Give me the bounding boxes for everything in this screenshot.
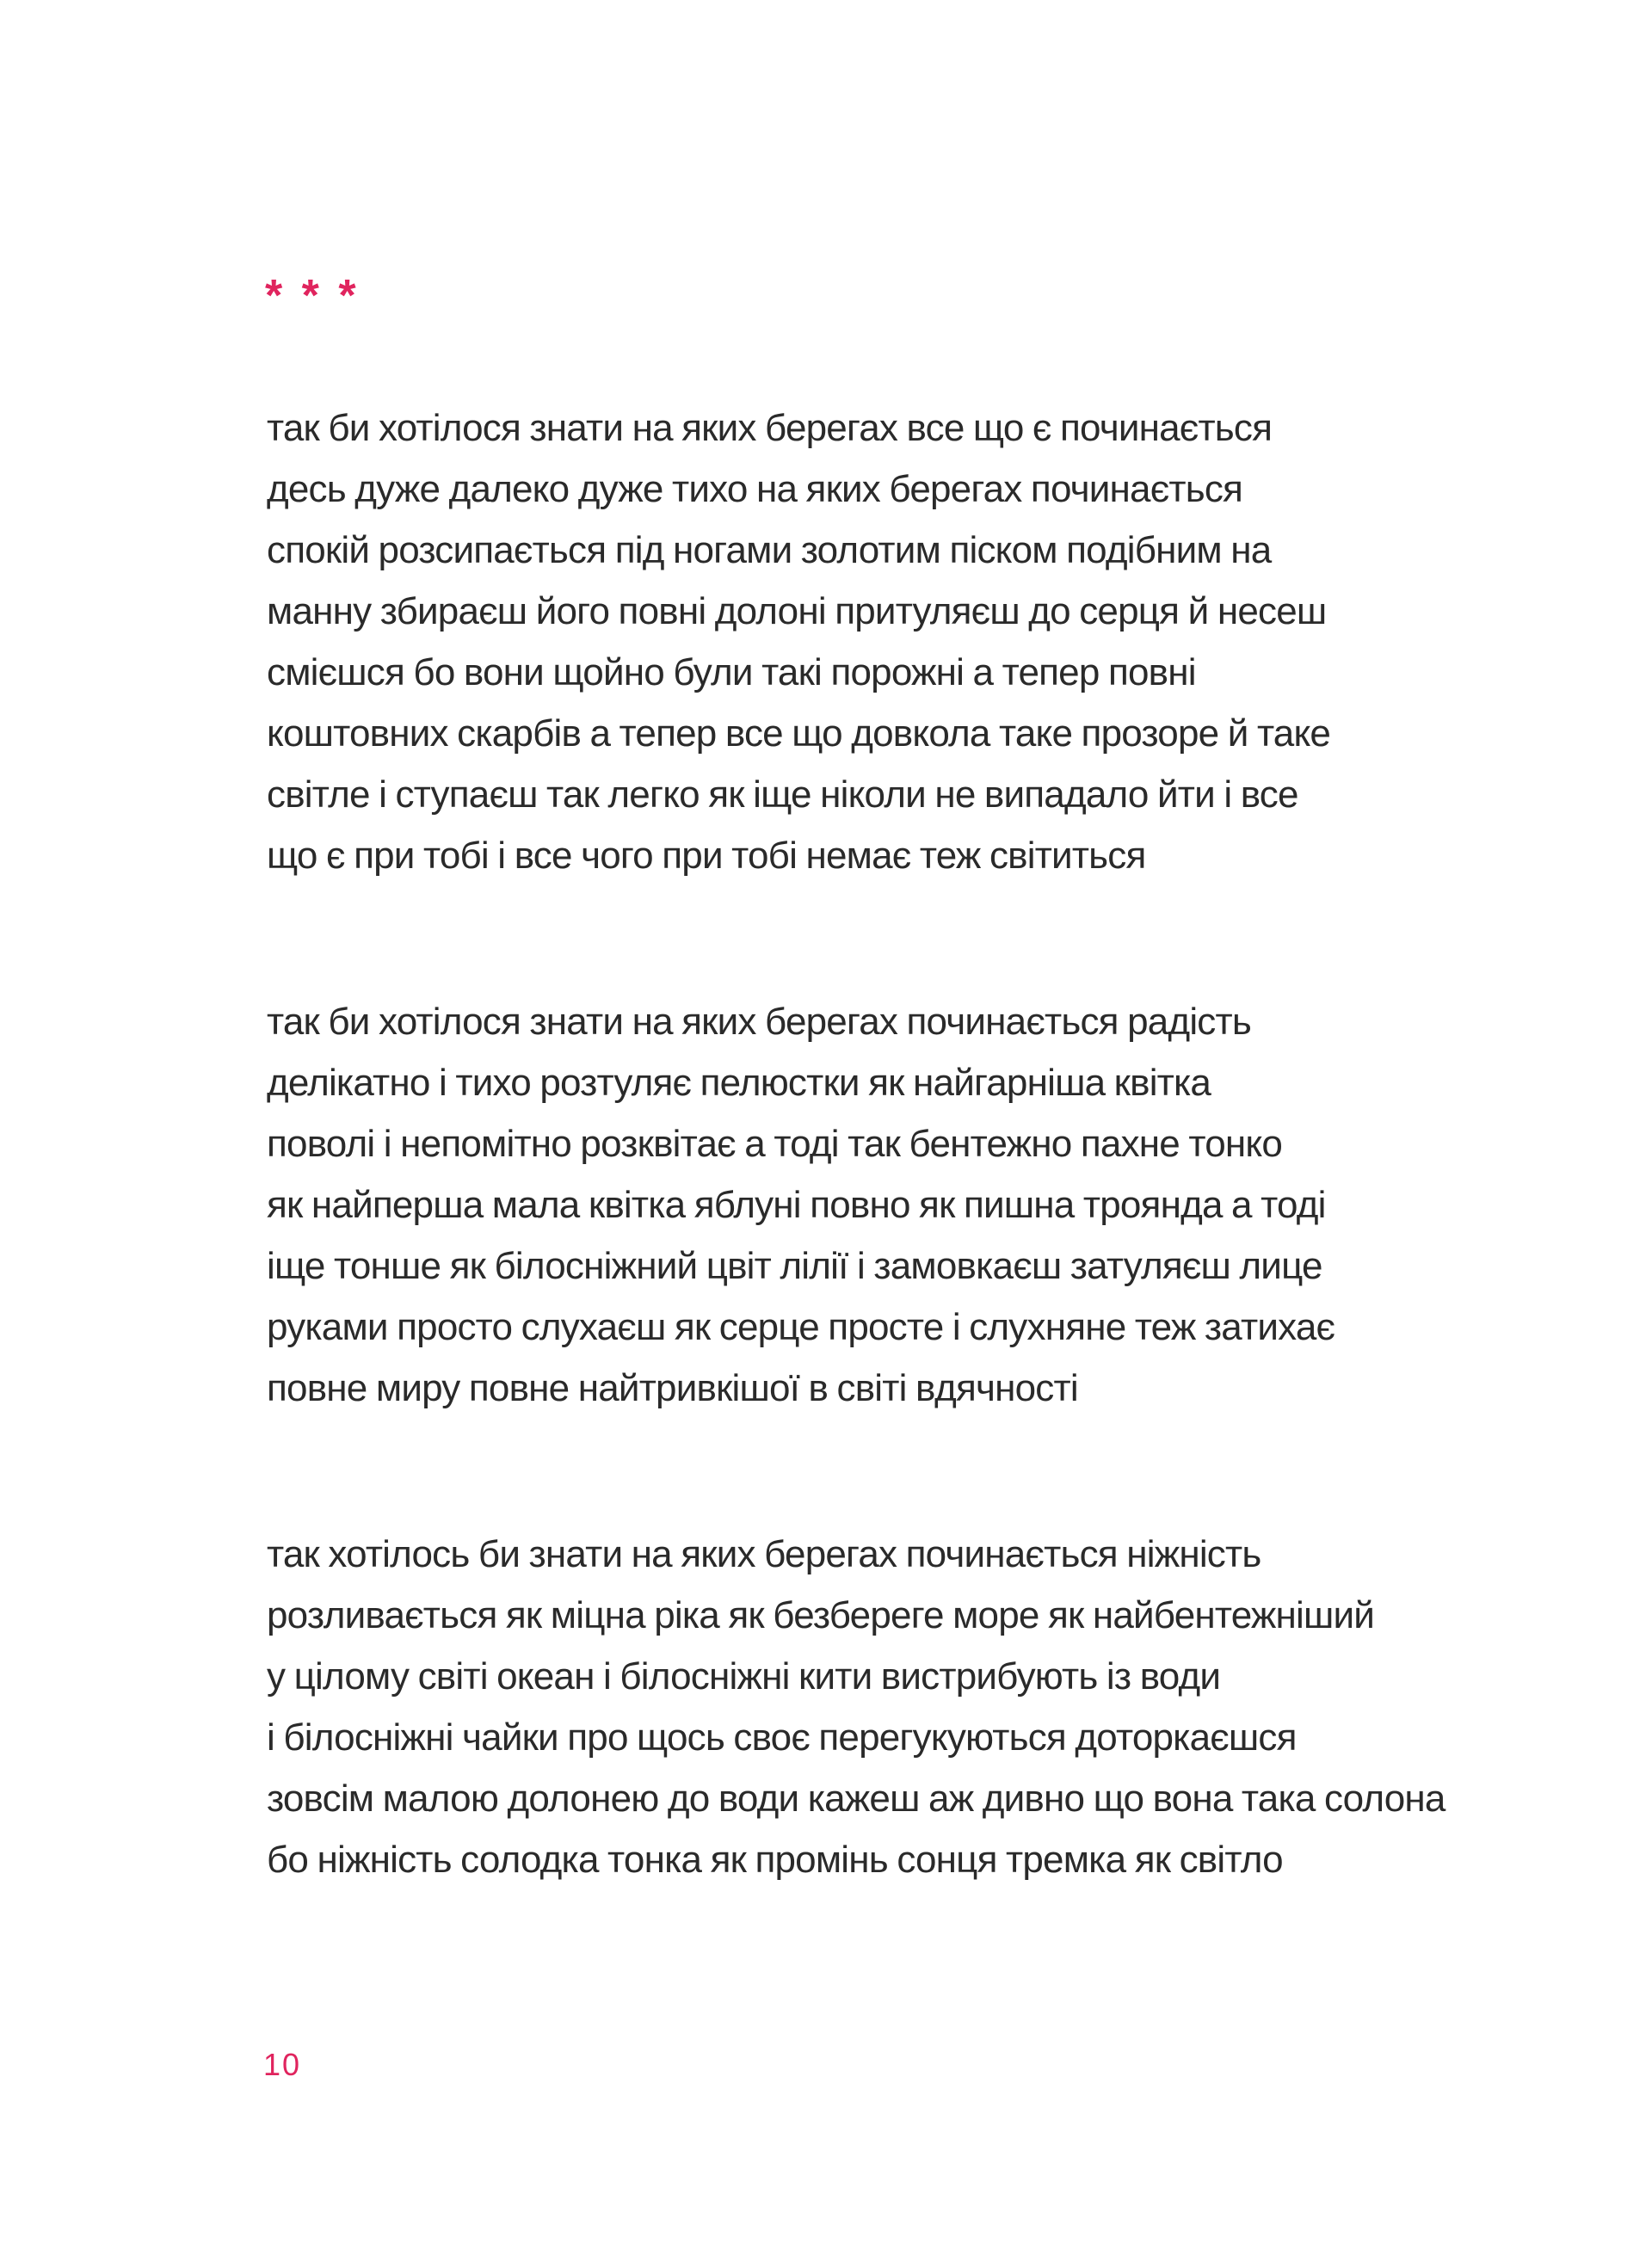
stanza-2 bbox=[267, 991, 1609, 1419]
poem-line: що є при тобі і все чого при тобі немає теж світиться bbox=[267, 835, 1146, 877]
poem-line: зовсім малою долонею до води кажеш аж дивно що вона така солона bbox=[267, 1778, 1446, 1820]
poem-line: у цілому світі океан і білосніжні кити вистрибують із води bbox=[267, 1655, 1221, 1698]
poem-line: повне миру повне найтривкішої в світі вдячності bbox=[267, 1367, 1078, 1409]
poem-line: так би хотілося знати на яких берегах починається радість bbox=[267, 1001, 1251, 1043]
section-ornament: * * * bbox=[265, 271, 360, 321]
poem-line: поволі і непомітно розквітає а тоді так бентежно пахне тонко bbox=[267, 1123, 1283, 1165]
poem bbox=[267, 397, 1609, 1890]
poem-line: манну збираєш його повні долоні притуляєш до серця й несеш bbox=[267, 590, 1327, 632]
poem-line: десь дуже далеко дуже тихо на яких берегах починається bbox=[267, 468, 1243, 510]
poem-line: і білосніжні чайки про щось своє перегукуються доторкаєшся bbox=[267, 1716, 1297, 1759]
stanza-3 bbox=[267, 1524, 1609, 1890]
poem-line: так би хотілося знати на яких берегах все що є починається bbox=[267, 407, 1273, 449]
poem-line: як найперша мала квітка яблуні повно як пишна троянда а тоді bbox=[267, 1184, 1326, 1226]
page-number: 10 bbox=[263, 2047, 302, 2082]
poem-line: світле і ступаєш так легко як іще ніколи не випадало йти і все bbox=[267, 773, 1298, 816]
poem-line: розливається як міцна ріка як безбереге море як найбентежніший bbox=[267, 1594, 1375, 1636]
poem-line: коштовних скарбів а тепер все що довкола таке прозоре й таке bbox=[267, 712, 1331, 755]
poem-line: спокій розсипається під ногами золотим піском подібним на bbox=[267, 529, 1272, 571]
poem-line: бо ніжність солодка тонка як промінь сонця тремка як світло bbox=[267, 1839, 1283, 1881]
poem-line: іще тонше як білосніжний цвіт лілії і замовкаєш затуляєш лице bbox=[267, 1245, 1322, 1287]
stanza-1 bbox=[267, 397, 1609, 886]
poem-line: делікатно і тихо розтуляє пелюстки як найгарніша квітка bbox=[267, 1062, 1211, 1104]
poem-line: так хотілось би знати на яких берегах починається ніжність bbox=[267, 1533, 1261, 1575]
poem-line: смієшся бо вони щойно були такі порожні а тепер повні bbox=[267, 651, 1196, 693]
poem-line: руками просто слухаєш як серце просте і слухняне теж затихає bbox=[267, 1306, 1335, 1348]
